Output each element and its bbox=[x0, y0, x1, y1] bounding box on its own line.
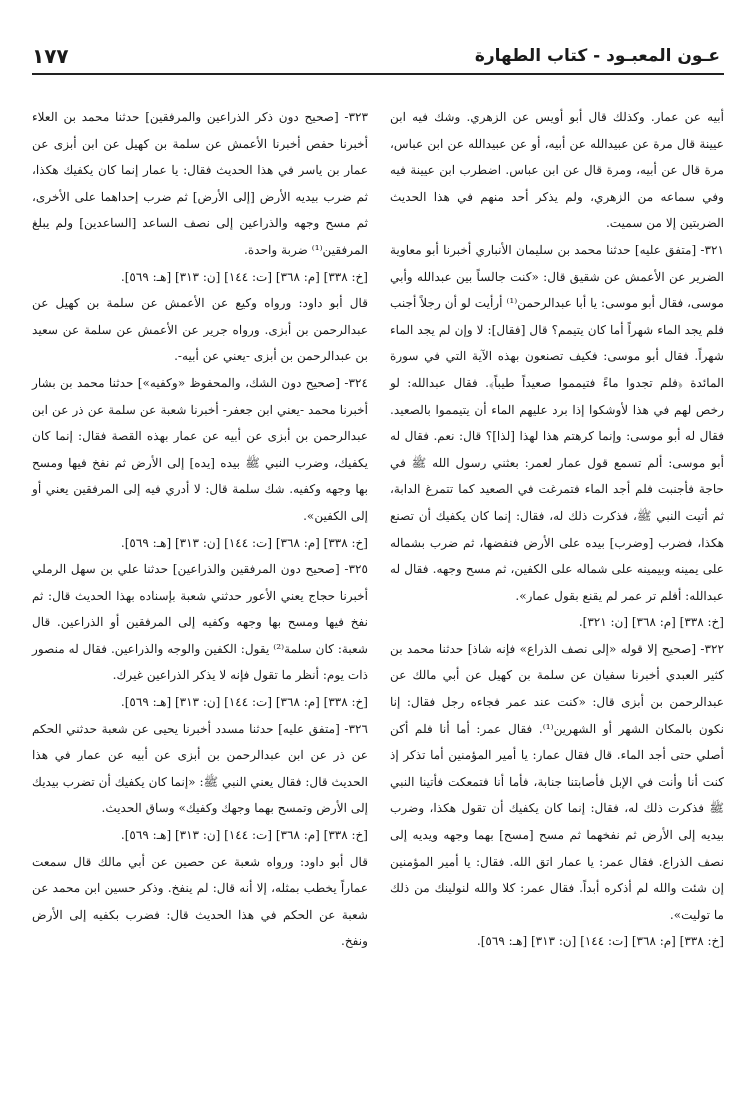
takhrij-reference: [خ: ٣٣٨] [م: ٣٦٨] [ت: ١٤٤] [ن: ٣١٣] [هـ: ٥٦٩]. bbox=[476, 934, 724, 949]
page-header bbox=[32, 44, 724, 74]
takhrij-reference: [خ: ٣٣٨] [م: ٣٦٨] [ت: ١٤٤] [ن: ٣١٣] [هـ: ٥٦٩]. bbox=[120, 269, 368, 284]
hadith-text: أبيه عن عمار. وكذلك قال أبو أويس عن الزهري. وشك فيه ابن عيينة قال مرة عن عبيدالله عن أبيه، أو عن عبيدالله عن ابن عباس، مرة قال عن أبيه، ومرة قال عن ابن عباس. اضطرب ابن عيينة فيه وفي سماعه من الزهري، ولم يذكر أحد منهم في هذا الحديث الضربتين إلا من سميت. bbox=[390, 110, 724, 231]
right-column bbox=[390, 104, 724, 955]
hadith-323: ٣٢٣- [صحيح دون ذكر الذراعين والمرفقين] حدثنا محمد بن العلاء أخبرنا حفص أخبرنا الأعمش عن سلمة بن كهيل عن ابن أبزى عن عمار بن ياسر في هذا الحديث فقال: يا عمار إنما كان يكفيك هكذا، ثم ضرب بيديه الأرض [إلى الأرض] ثم ضرب إحداهما على الأخرى، ثم مسح وجهه والذراعين إلى نصف الساعد [الساعدين] ولم يبلغ المرفقين⁽¹⁾ ضربة واحدة. bbox=[32, 110, 368, 257]
hadith-324: ٣٢٤- [صحيح دون الشك، والمحفوظ «وكفيه»] حدثنا محمد بن بشار أخبرنا محمد -يعني ابن جعفر- أخبرنا شعبة عن سلمة عن ذر عن ابن عبدالرحمن بن أبزى عن أبيه عن عمار بهذه القصة فقال: إنما كان يكفيك، وضرب النبي ﷺ بيده [يده] إلى الأرض ثم نفخ فيها ومسح بها وجهه وكفيه. شك سلمة قال: لا أدري فيه إلى المرفقين يعني أو إلى الكفين». bbox=[32, 375, 368, 523]
takhrij-reference: [خ: ٣٣٨] [م: ٣٦٨] [ت: ١٤٤] [ن: ٣١٣] [هـ: ٥٦٩]. bbox=[120, 535, 368, 550]
hadith-322: ٣٢٢- [صحيح إلا قوله «إلى نصف الذراع» فإنه شاذ] حدثنا محمد بن كثير العبدي أخبرنا سفيان عن سلمة بن كهيل عن أبي مالك عن عبدالرحمن بن أبزى قال: «كنت عند عمر فجاءه رجل فقال: إنا نكون بالمكان الشهر أو الشهرين⁽¹⁾. فقال عمر: أما أنا فلم أكن أصلي حتى أجد الماء. قال فقال عمار: يا أمير المؤمنين أما تذكر إذ كنت أنا وأنت في الإبل فأصابتنا جنابة، فأما أنا فتمعكت فأتينا النبي ﷺ فذكرت ذلك له، فقال: إنما كان يكفيك أن تقول هكذا، وضرب بيديه إلى الأرض ثم نفخهما ثم مسح [مسح] بهما وجهه ويديه إلى نصف الذراع. فقال عمر: يا عمار اتق الله. فقال: يا أمير المؤمنين إن شئت والله لم أذكره أبداً. فقال عمر: كلا والله لنولينك من ذلك ما توليت». bbox=[390, 641, 724, 922]
running-title: عـون المعبـود - كتاب الطهارة bbox=[474, 46, 720, 66]
left-column bbox=[32, 104, 368, 955]
page-number: ١٧٧ bbox=[32, 44, 69, 68]
abu-dawud-note: قال أبو داود: ورواه وكيع عن الأعمش عن سلمة بن كهيل عن عبدالرحمن بن أبزى. ورواه جرير عن الأعمش عن سلمة عن سعيد بن عبدالرحمن بن أبزى -يعني عن أبيه-. bbox=[32, 296, 368, 364]
header-rule bbox=[32, 73, 724, 75]
hadith-326: ٣٢٦- [متفق عليه] حدثنا مسدد أخبرنا يحيى عن شعبة حدثني الحكم عن ذر عن ابن عبدالرحمن بن أبزى عن أبيه عن عمار في هذا الحديث قال: فقال يعني النبي ﷺ: «إنما كان يكفيك أن تضرب بيديك إلى الأرض وتمسح بهما وجهك وكفيك» وساق الحديث. bbox=[32, 721, 368, 816]
takhrij-reference: [خ: ٣٣٨] [م: ٣٦٨] [ت: ١٤٤] [ن: ٣١٣] [هـ: ٥٦٩]. bbox=[120, 695, 368, 710]
hadith-325: ٣٢٥- [صحيح دون المرفقين والذراعين] حدثنا علي بن سهل الرملي أخبرنا حجاج يعني الأعور حدثني شعبة بإسناده بهذا الحديث قال: ثم نفخ فيها ومسح بها وجهه وكفيه إلى المرفقين أو الذراعين. قال شعبة: كان سلمة⁽²⁾ يقول: الكفين والوجه والذراعين. فقال له منصور ذات يوم: أنظر ما تقول فإنه لا يذكر الذراعين غيرك. bbox=[32, 562, 368, 683]
hadith-321: ٣٢١- [متفق عليه] حدثنا محمد بن سليمان الأنباري أخبرنا أبو معاوية الضرير عن الأعمش عن شقيق قال: «كنت جالساً بين عبدالله وأبي موسى، فقال أبو موسى: يا أبا عبدالرحمن⁽¹⁾ أرأيت لو أن رجلاً أجنب فلم يجد الماء شهراً أما كان يتيمم؟ قال [فقال]: لا وإن لم يجد الماء شهراً. فقال أبو موسى: فكيف تصنعون بهذه الآية التي في سورة المائدة ﴿فلم تجدوا ماءً فتيمموا صعيداً طيباً﴾. فقال عبدالله: لو رخص لهم في هذا لأوشكوا إذا برد عليهم الماء أن يتيمموا بالصعيد. فقال له أبو موسى: وإنما كرهتم هذا لهذا [لذا]؟ قال: نعم. فقال له أبو موسى: ألم تسمع قول عمار لعمر: بعثني رسول الله ﷺ في حاجة فأجنبت فلم أجد الماء فتمرغت في الصعيد كما تتمرغ الدابة، ثم أتيت النبي ﷺ، فذكرت ذلك له، فقال: إنما كان يكفيك أن تصنع هكذا، فضرب [وضرب] بيده على الأرض فنفضها، ثم ضرب بشماله على يمينه وبيمينه على شماله على الكفين، ثم مسح وجهه. فقال له عبدالله: أفلم تر عمر لم يقنع بقول عمار». bbox=[390, 242, 725, 603]
takhrij-reference: [خ: ٣٣٨] [م: ٣٦٨] [ن: ٣٢١]. bbox=[578, 615, 724, 630]
takhrij-reference: [خ: ٣٣٨] [م: ٣٦٨] [ت: ١٤٤] [ن: ٣١٣] [هـ: ٥٦٩]. bbox=[120, 828, 368, 843]
abu-dawud-note: قال أبو داود: ورواه شعبة عن حصين عن أبي مالك قال سمعت عماراً يخطب بمثله، إلا أنه قال: لم ينفخ. وذكر حسين ابن محمد عن شعبة عن الحكم في هذا الحديث قال: فضرب بكفيه إلى الأرض ونفخ. bbox=[32, 854, 368, 949]
